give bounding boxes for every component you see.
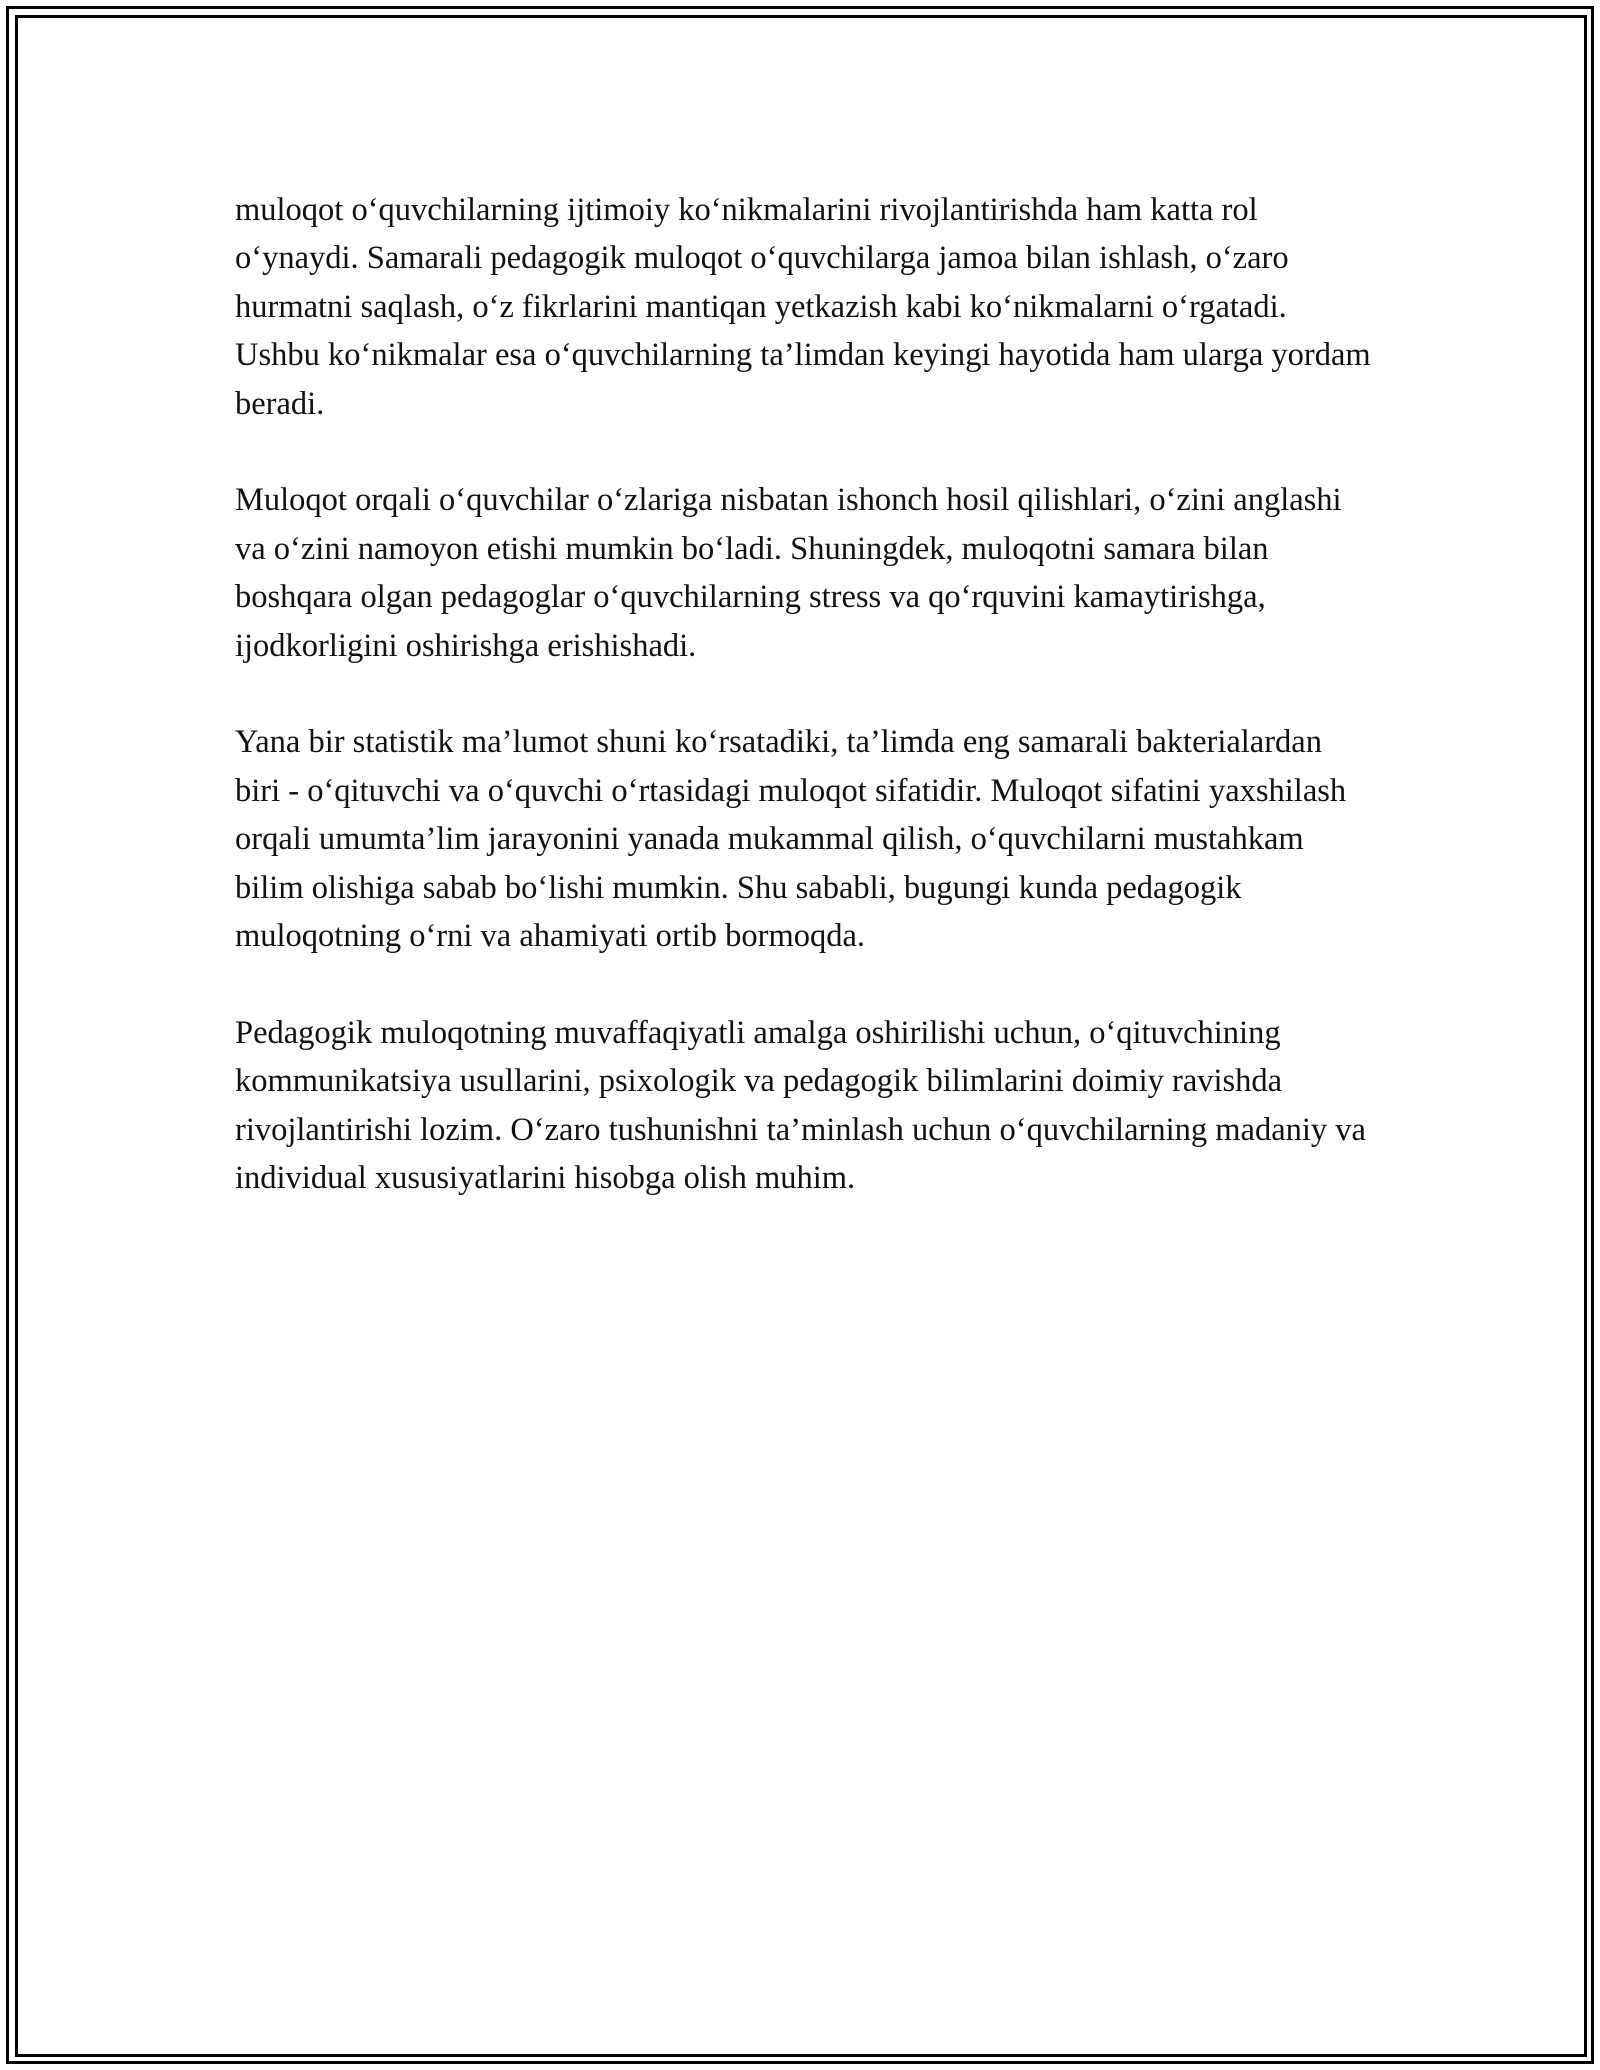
paragraph: Muloqot orqali o‘quvchilar o‘zlariga nisbatan ishonch hosil qilishlari, o‘zini anglashi va o‘zini namoyon etishi mumkin bo‘ladi. Shuningdek, muloqotni samara bilan boshqara olgan pedagoglar o‘quvchilarning stress va qo‘rquvini kamaytirishga, ijodkorligini oshirishga erishishadi. xyxy=(235,482,1342,664)
document-body xyxy=(235,186,1375,1251)
paragraph: Pedagogik muloqotning muvaffaqiyatli amalga oshirilishi uchun, o‘qituvchining kommunikatsiya usullarini, psixologik va pedagogik bilimlarini doimiy ravishda rivojlantirishi lozim. O‘zaro tushunishni ta’minlash uchun o‘quvchilarning madaniy va individual xususiyatlarini hisobga olish muhim. xyxy=(235,1014,1366,1197)
paragraph: Yana bir statistik ma’lumot shuni ko‘rsatadiki, ta’limda eng samarali bakterialardan biri - o‘qituvchi va o‘quvchi o‘rtasidagi muloqot sifatidir. Muloqot sifatini yaxshilash orqali umumta’lim jarayonini yanada mukammal qilish, o‘quvchilarni mustahkam bilim olishiga sabab bo‘lishi mumkin. Shu sababli, bugungi kunda pedagogik muloqotning o‘rni va ahamiyati ortib bormoqda. xyxy=(235,724,1347,955)
paragraph: muloqot o‘quvchilarning ijtimoiy ko‘nikmalarini rivojlantirishda ham katta rol o‘ynaydi. Samarali pedagogik muloqot o‘quvchilarga jamoa bilan ishlash, o‘zaro hurmatni saqlash, o‘z fikrlarini mantiqan yetkazish kabi ko‘nikmalarni o‘rgatadi. Ushbu ko‘nikmalar esa o‘quvchilarning ta’limdan keyingi hayotida ham ularga yordam beradi. xyxy=(235,192,1371,422)
